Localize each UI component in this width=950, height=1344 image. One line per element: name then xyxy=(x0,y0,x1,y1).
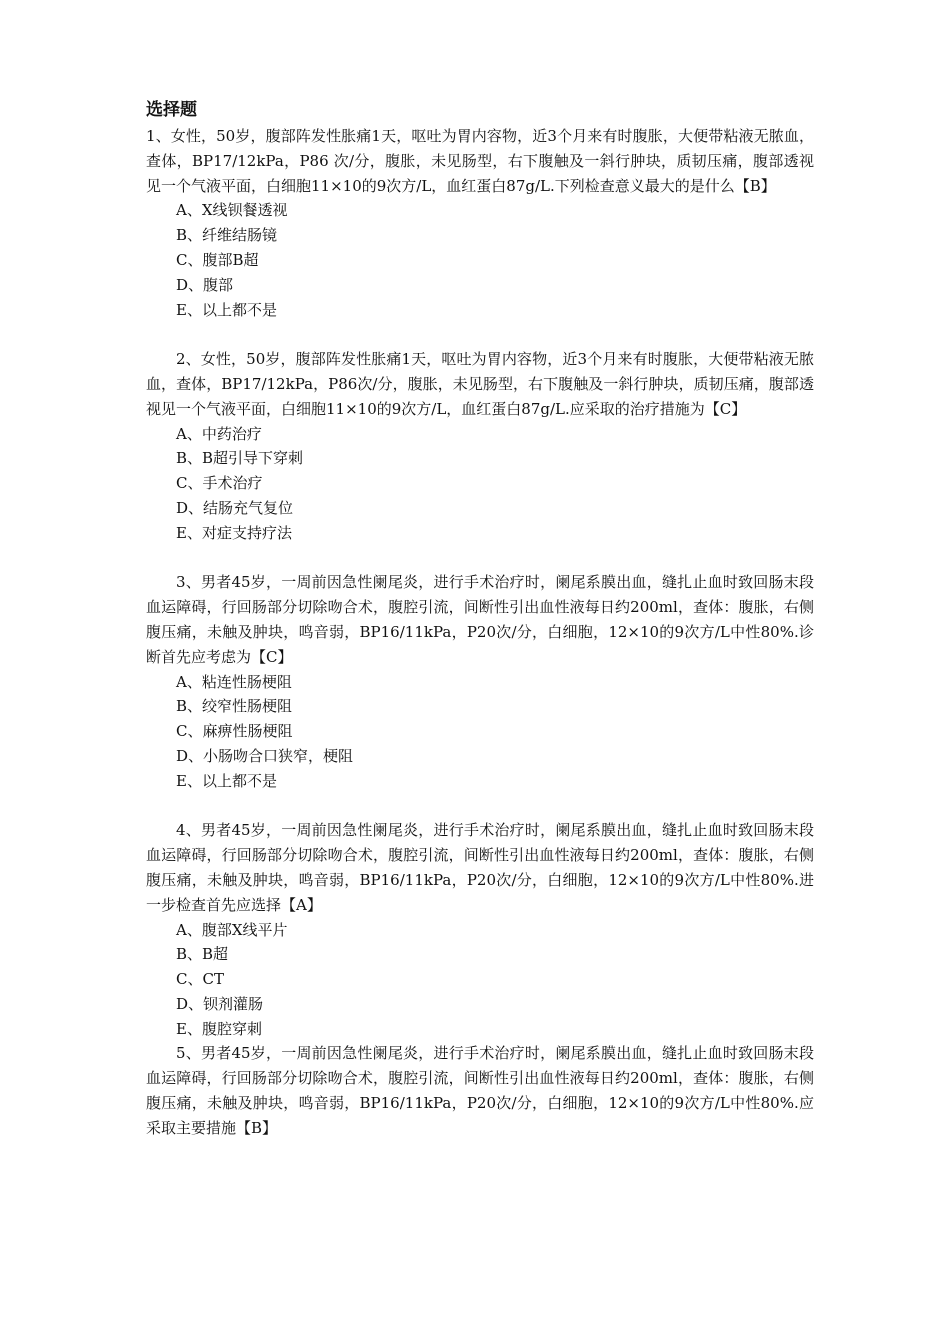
option-a: A、中药治疗 xyxy=(176,424,262,443)
option-list xyxy=(146,422,814,546)
option-c: C、麻痹性肠梗阻 xyxy=(176,722,293,741)
option-c: C、CT xyxy=(176,970,224,989)
option-list xyxy=(146,918,814,1042)
document-page xyxy=(146,96,814,1141)
option-d: D、小肠吻合口狭窄，梗阻 xyxy=(176,746,354,765)
question-stem: 1、女性，50岁，腹部阵发性胀痛1天，呕吐为胃内容物，近3个月来有时腹胀，大便带粘液无脓血，查体，BP17/12kPa，P86 次/分，腹胀，未见肠型，右下腹触及一斜行肿块，质韧压痛，腹部透视见一个气液平面，白细胞11×10的9次方/L，血红蛋白87g/L.下列检查意义最大的是什么【B】 xyxy=(146,127,814,195)
document-title: 选择题 xyxy=(146,100,197,120)
question-4 xyxy=(146,818,814,1041)
option-list xyxy=(146,198,814,322)
question-5 xyxy=(146,1041,814,1140)
option-a: A、X线钡餐透视 xyxy=(176,201,288,220)
question-stem: 4、男者45岁，一周前因急性阑尾炎，进行手术治疗时，阑尾系膜出血，缝扎止血时致回肠末段血运障碍，行回肠部分切除吻合术，腹腔引流，间断性引出血性液每日约200ml，查体：腹胀，右侧腹压痛，未触及肿块，鸣音弱，BP16/11kPa，P20次/分，白细胞，12×10的9次方/L中性80%.进一步检查首先应选择【A】 xyxy=(146,821,814,914)
option-b: B、B超 xyxy=(176,945,229,964)
option-d: D、腹部 xyxy=(176,275,234,294)
option-d: D、钡剂灌肠 xyxy=(176,994,264,1013)
option-b: B、绞窄性肠梗阻 xyxy=(176,697,293,716)
option-e: E、腹腔穿刺 xyxy=(176,1019,262,1038)
option-e: E、以上都不是 xyxy=(176,300,277,319)
question-2 xyxy=(146,347,814,545)
option-e: E、以上都不是 xyxy=(176,771,277,790)
option-b: B、纤维结肠镜 xyxy=(176,226,278,245)
option-b: B、B超引导下穿刺 xyxy=(176,449,304,468)
option-list xyxy=(146,670,814,794)
spacer xyxy=(146,322,814,347)
spacer xyxy=(146,794,814,819)
option-c: C、手术治疗 xyxy=(176,474,263,493)
option-a: A、腹部X线平片 xyxy=(176,920,288,939)
option-e: E、对症支持疗法 xyxy=(176,523,292,542)
question-3 xyxy=(146,570,814,793)
question-stem: 3、男者45岁，一周前因急性阑尾炎，进行手术治疗时，阑尾系膜出血，缝扎止血时致回肠末段血运障碍，行回肠部分切除吻合术，腹腔引流，间断性引出血性液每日约200ml，查体：腹胀，右侧腹压痛，未触及肿块，鸣音弱，BP16/11kPa，P20次/分，白细胞，12×10的9次方/L中性80%.诊断首先应考虑为【C】 xyxy=(146,573,814,666)
spacer xyxy=(146,546,814,571)
question-1 xyxy=(146,124,814,322)
option-c: C、腹部B超 xyxy=(176,250,259,269)
option-a: A、粘连性肠梗阻 xyxy=(176,672,292,691)
question-stem: 2、女性，50岁，腹部阵发性胀痛1天，呕吐为胃内容物，近3个月来有时腹胀，大便带粘液无脓血，查体，BP17/12kPa，P86次/分，腹胀，未见肠型，右下腹触及一斜行肿块，质韧压痛，腹部透视见一个气液平面，白细胞11×10的9次方/L，血红蛋白87g/L.应采取的治疗措施为【C】 xyxy=(146,350,814,418)
question-stem: 5、男者45岁，一周前因急性阑尾炎，进行手术治疗时，阑尾系膜出血，缝扎止血时致回肠末段血运障碍，行回肠部分切除吻合术，腹腔引流，间断性引出血性液每日约200ml，查体：腹胀，右侧腹压痛，未触及肿块，鸣音弱，BP16/11kPa，P20次/分，白细胞，12×10的9次方/L中性80%.应采取主要措施【B】 xyxy=(146,1044,814,1137)
option-d: D、结肠充气复位 xyxy=(176,498,294,517)
